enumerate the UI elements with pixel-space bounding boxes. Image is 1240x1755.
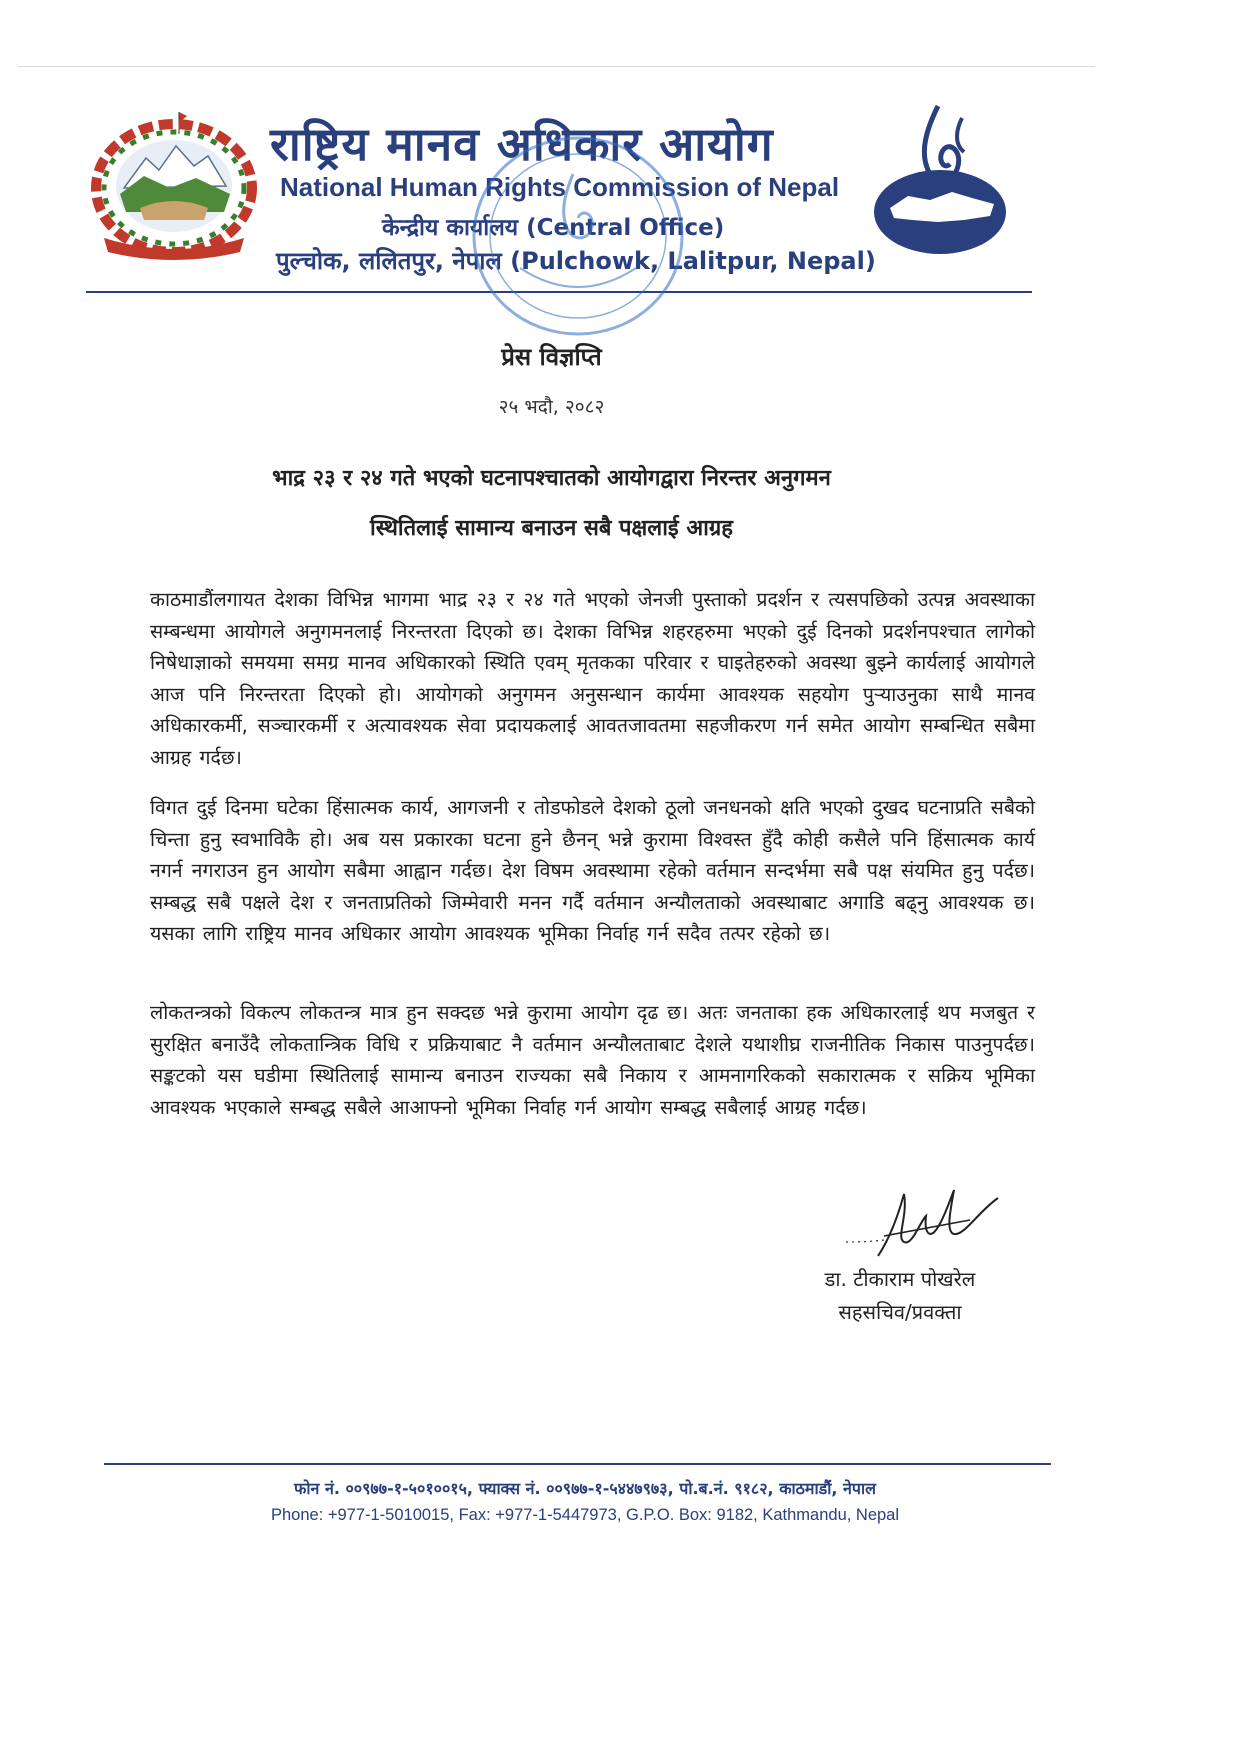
- headline-line-1: भाद्र २३ र २४ गते भएको घटनापश्चातको आयोगद्वारा निरन्तर अनुगमन: [272, 466, 831, 491]
- central-office-label: केन्द्रीय कार्यालय (Central Office): [382, 215, 725, 241]
- office-address: पुल्चोक, ललितपुर, नेपाल (Pulchowk, Lalitpur, Nepal): [276, 247, 876, 275]
- footer-contact-nepali: फोन नं. ००९७७-१-५०१००१५, फ्याक्स नं. ००९७७-१-५४४७९७३, पो.ब.नं. ९१८२, काठमाडौं, नेपाल: [294, 1479, 876, 1498]
- footer-divider: [104, 1463, 1051, 1465]
- document-type-heading: प्रेस विज्ञप्ति: [501, 343, 602, 371]
- scan-edge-line: [18, 66, 1095, 67]
- signatory-name: डा. टीकाराम पोखरेल: [824, 1267, 976, 1291]
- body-paragraph-1: काठमाडौंलगायत देशका विभिन्न भागमा भाद्र २३ र २४ गते भएको जेनजी पुस्ताको प्रदर्शन र त्यसपछिको उत्पन्न अवस्थाका सम्बन्धमा आयोगले अनुगमनलाई निरन्तरता दिएको छ। देशका विभिन्न शहरहरुमा भएको दुई दिनको प्रदर्शनपश्चात लागेको निषेधाज्ञाको समयमा समग्र मानव अधिकारको स्थिति एवम् मृतकका परिवार र घाइतेहरुको अवस्था बुझ्ने कार्यलाई आयोगले आज पनि निरन्तरता दिएको हो। आयोगको अनुगमन अनुसन्धान कार्यमा आवश्यक सहयोग पुऱ्याउनुका साथै मानव अधिकारकर्मी, सञ्चारकर्मी र अत्यावश्यक सेवा प्रदायकलाई आवतजावतमा सहजीकरण गर्न समेत आयोग सम्बन्धित सबैमा आग्रह गर्दछ।: [150, 588, 1035, 769]
- body-paragraph-2: विगत दुई दिनमा घटेका हिंसात्मक कार्य, आगजनी र तोडफोडले देशको ठूलो जनधनको क्षति भएको दुखद घटनाप्रति सबैको चिन्ता हुनु स्वभाविकै हो। अब यस प्रकारका घटना हुने छैनन् भन्ने कुरामा विश्वस्त हुँदै कोही कसैले पनि हिंसात्मक कार्य नगर्न नगराउन हुन आयोग सबैमा आह्वान गर्दछ। देश विषम अवस्थामा रहेको वर्तमान सन्दर्भमा सबै पक्ष संयमित हुनु पर्दछ। सम्बद्ध सबै पक्षले देश र जनताप्रतिको जिम्मेवारी मनन गर्दै वर्तमान अन्यौलताको अवस्थाबाट अगाडि बढ्नु आवश्यक छ। यसका लागि राष्ट्रिय मानव अधिकार आयोग आवश्यक भूमिका निर्वाह गर्न सदैव तत्पर रहेको छ।: [150, 796, 1035, 945]
- signatory-title: सहसचिव/प्रवक्ता: [838, 1300, 962, 1324]
- nepal-emblem-icon: [84, 108, 264, 268]
- headline-line-2: स्थितिलाई सामान्य बनाउन सबै पक्षलाई आग्रह: [370, 516, 733, 541]
- handwritten-signature: [838, 1176, 1008, 1266]
- official-stamp-icon: [468, 134, 688, 339]
- commission-title-english: National Human Rights Commission of Nepal: [280, 172, 840, 202]
- commission-title-nepali: राष्ट्रिय मानव अधिकार आयोग: [270, 117, 774, 171]
- body-paragraph-3: लोकतन्त्रको विकल्प लोकतन्त्र मात्र हुन सक्दछ भन्ने कुरामा आयोग दृढ छ। अतः जनताका हक अधिकारलाई थप मजबुत र सुरक्षित बनाउँदै लोकतान्त्रिक विधि र प्रक्रियाबाट नै वर्तमान अन्यौलताबाट देशले यथाशीघ्र राजनीतिक निकास पाउनुपर्दछ। सङ्कटको यस घडीमा स्थितिलाई सामान्य बनाउन राज्यका सबै निकाय र आमनागरिकको सकारात्मक र सक्रिय भूमिका आवश्यक भएकाले सम्बद्ध सबैले आआफ्नो भूमिका निर्वाह गर्न आयोग सम्बद्ध सबैलाई आग्रह गर्दछ।: [150, 1001, 1035, 1119]
- footer-contact-english: Phone: +977-1-5010015, Fax: +977-1-5447973, G.P.O. Box: 9182, Kathmandu, Nepal: [270, 1506, 900, 1524]
- document-date: २५ भदौ, २०८२: [498, 396, 605, 418]
- nhrc-logo-icon: [868, 100, 1038, 260]
